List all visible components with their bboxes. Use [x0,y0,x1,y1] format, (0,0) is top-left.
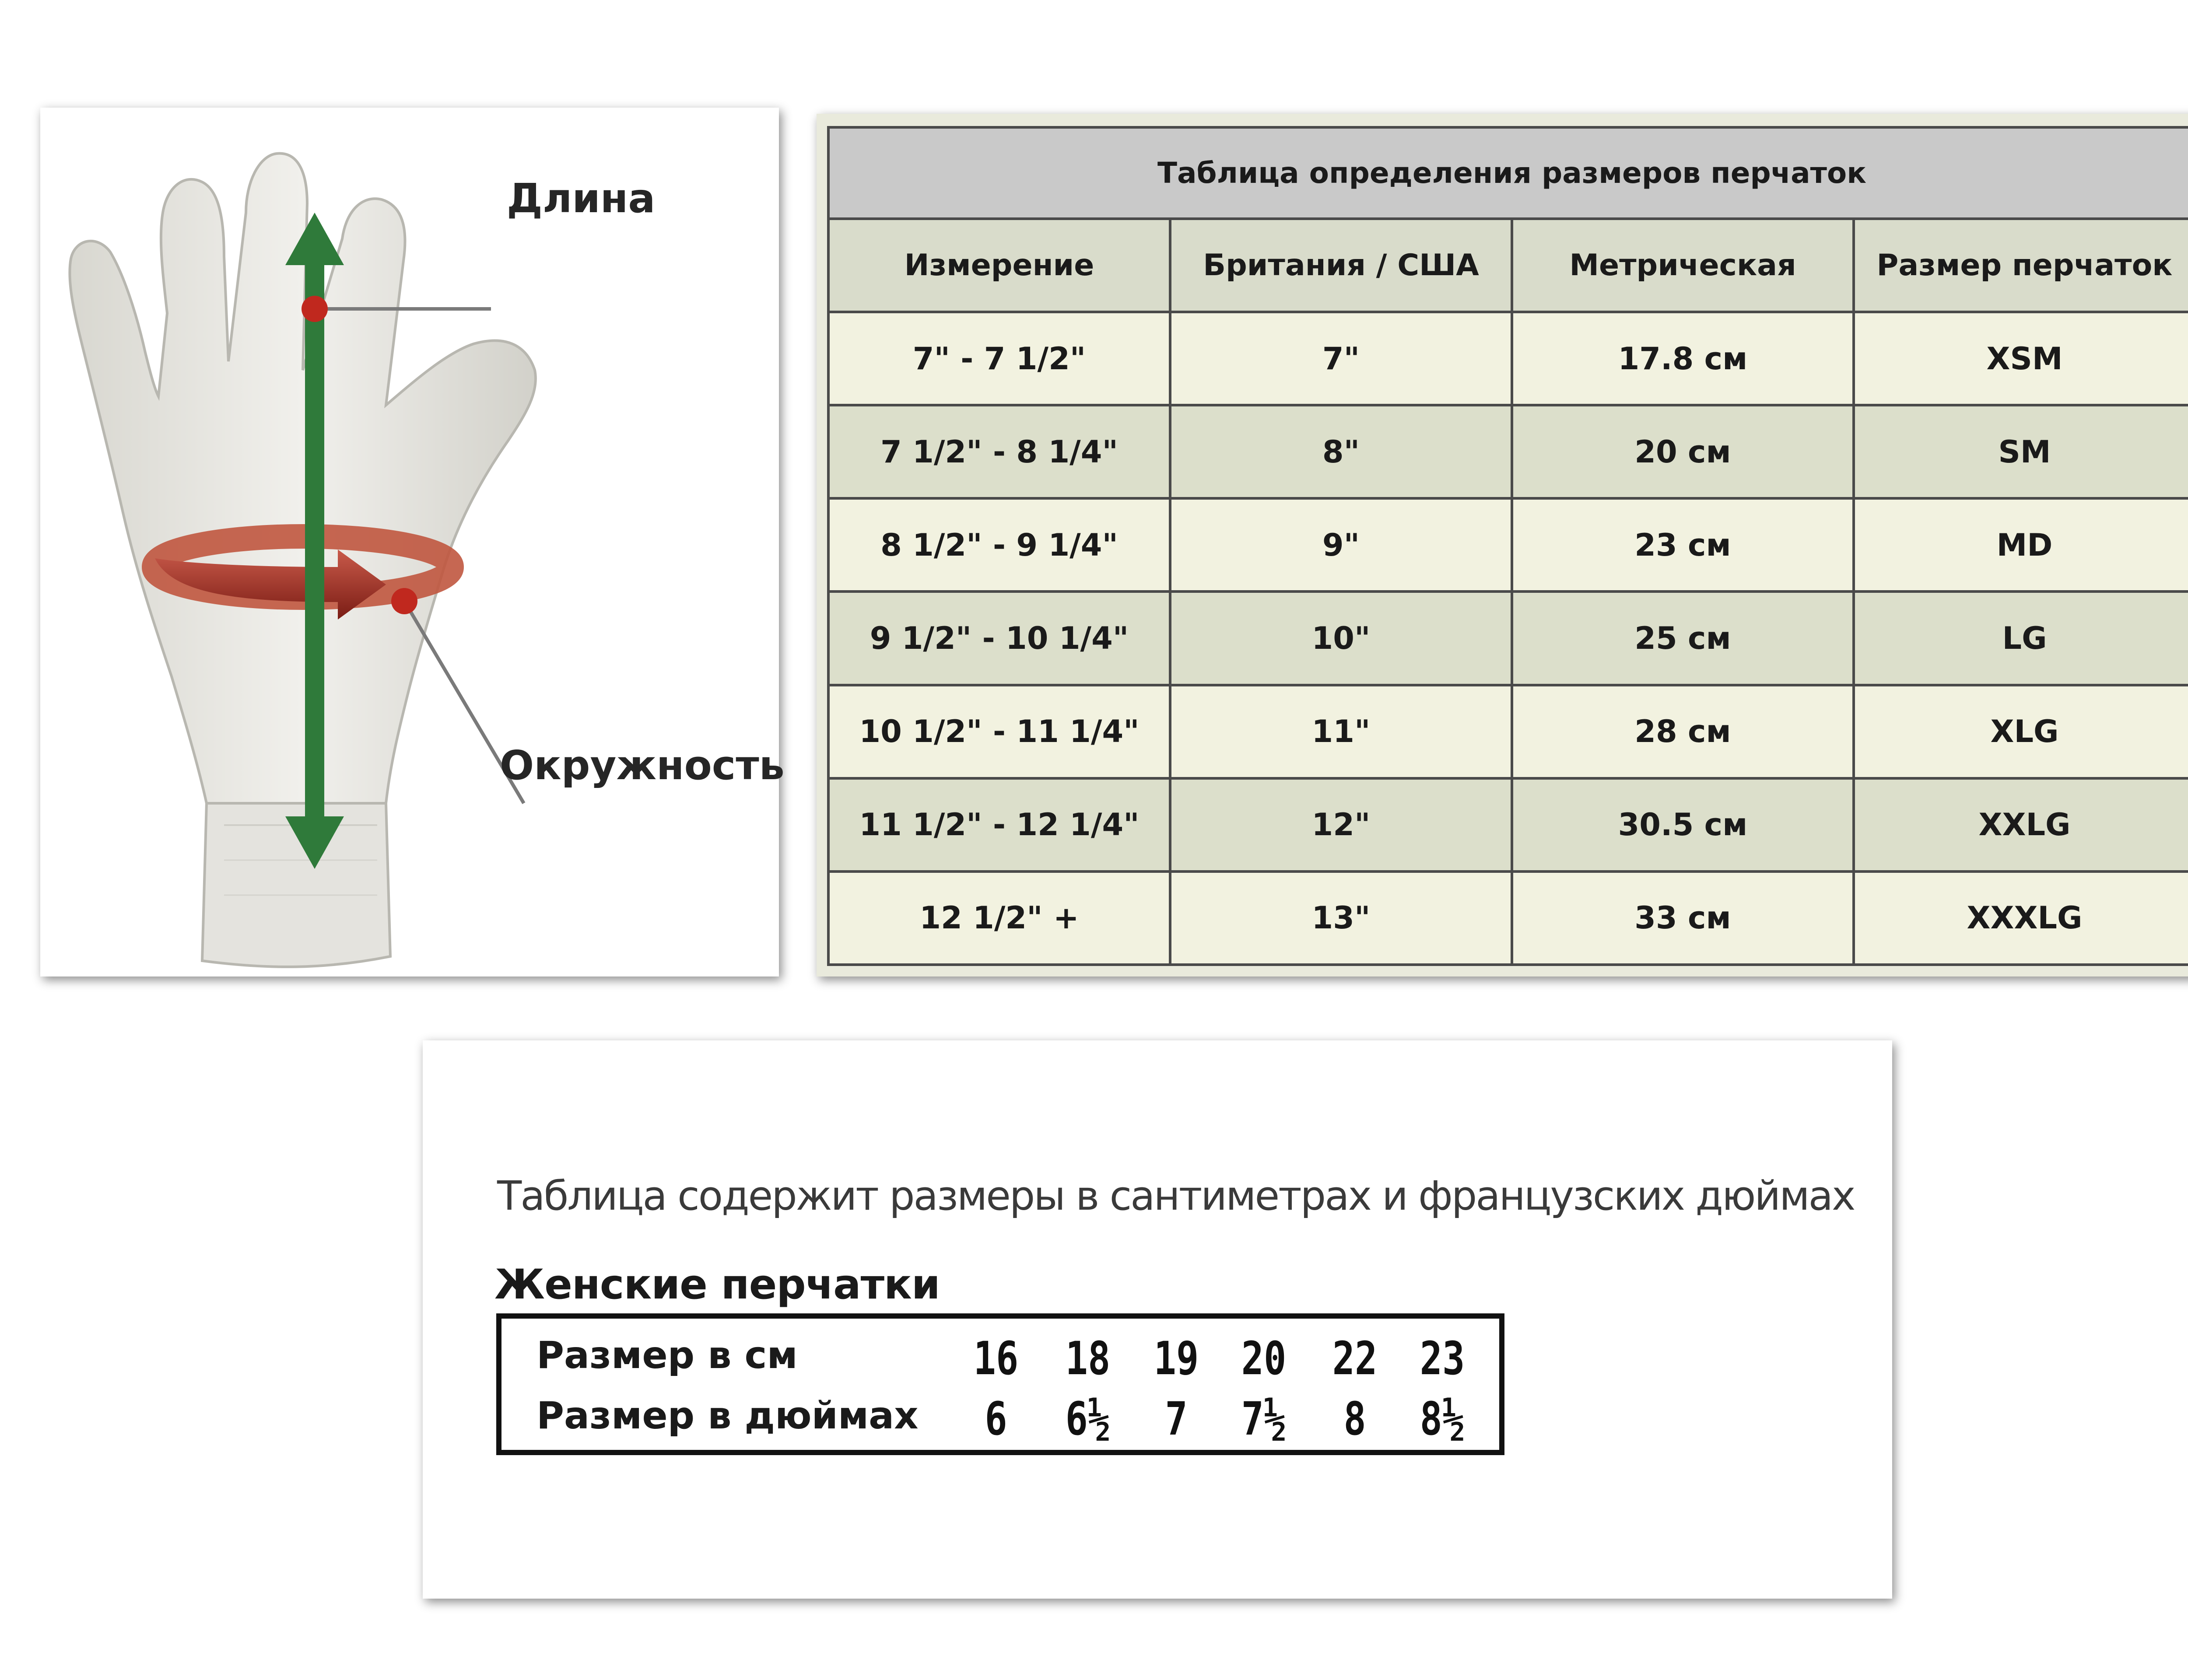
table-row [828,872,2188,965]
inch-value: 6 [985,1392,1007,1446]
cell-measurement: 9 1/2" - 10 1/4" [828,592,1170,685]
column-header-measurement: Измерение [828,219,1170,312]
size-cm-label: Размер в см [536,1334,798,1377]
cell-measurement: 10 1/2" - 11 1/4" [828,685,1170,778]
inch-value: 8 [1343,1392,1366,1446]
glove-measurement-diagram [40,108,785,976]
women-gloves-heading: Женские перчатки [494,1261,940,1309]
size-inch-row [536,1394,1499,1446]
cell-glove-size: XXXLG [1854,872,2188,965]
table-row [828,405,2188,498]
cell-metric: 20 см [1512,405,1854,498]
glove-illustration [40,108,779,976]
cm-value: 22 [1332,1332,1378,1385]
cm-value: 23 [1420,1332,1465,1385]
cell-measurement: 12 1/2" + [828,872,1170,965]
table-row [828,592,2188,685]
cell-measurement: 8 1/2" - 9 1/4" [828,498,1170,592]
cell-measurement: 11 1/2" - 12 1/4" [828,778,1170,872]
table-row [828,498,2188,592]
women-gloves-panel [423,1040,1892,1599]
cell-metric: 33 см [1512,872,1854,965]
table-row [828,778,2188,872]
cell-glove-size: MD [1854,498,2188,592]
cell-uk-us: 10" [1170,592,1512,685]
cell-uk-us: 12" [1170,778,1512,872]
column-header-uk-us: Британия / США [1170,219,1512,312]
cm-value: 18 [1065,1332,1111,1385]
length-label: Длина [507,175,656,222]
glove-size-table [827,126,2188,966]
cell-glove-size: XLG [1854,685,2188,778]
cell-metric: 30.5 см [1512,778,1854,872]
inch-value: 7 [1165,1392,1188,1446]
circumference-label: Окружность [500,742,785,789]
size-table-panel [817,114,2188,976]
table-row [828,685,2188,778]
column-header-glove-size: Размер перчаток [1854,219,2188,312]
cm-value: 19 [1154,1332,1199,1385]
cm-value: 16 [973,1332,1019,1385]
cell-metric: 17.8 см [1512,312,1854,405]
inch-value: 6½ [1065,1392,1111,1446]
cell-uk-us: 7" [1170,312,1512,405]
table-row [828,312,2188,405]
cell-measurement: 7" - 7 1/2" [828,312,1170,405]
cell-glove-size: LG [1854,592,2188,685]
column-header-metric: Метрическая [1512,219,1854,312]
cell-uk-us: 9" [1170,498,1512,592]
cell-uk-us: 11" [1170,685,1512,778]
inch-value: 7½ [1241,1392,1287,1446]
cm-value: 20 [1241,1332,1287,1385]
size-cm-row [536,1334,1499,1386]
cell-metric: 25 см [1512,592,1854,685]
cell-metric: 23 см [1512,498,1854,592]
units-note: Таблица содержит размеры в сантиметрах и французских дюймах [497,1172,1855,1219]
cell-uk-us: 8" [1170,405,1512,498]
table-caption: Таблица определения размеров перчаток [828,127,2188,219]
inch-value: 8½ [1420,1392,1465,1446]
cell-uk-us: 13" [1170,872,1512,965]
cell-glove-size: XSM [1854,312,2188,405]
cell-glove-size: SM [1854,405,2188,498]
women-size-box [496,1313,1504,1455]
cell-measurement: 7 1/2" - 8 1/4" [828,405,1170,498]
cell-glove-size: XXLG [1854,778,2188,872]
cell-metric: 28 см [1512,685,1854,778]
size-inch-label: Размер в дюймах [536,1394,919,1438]
